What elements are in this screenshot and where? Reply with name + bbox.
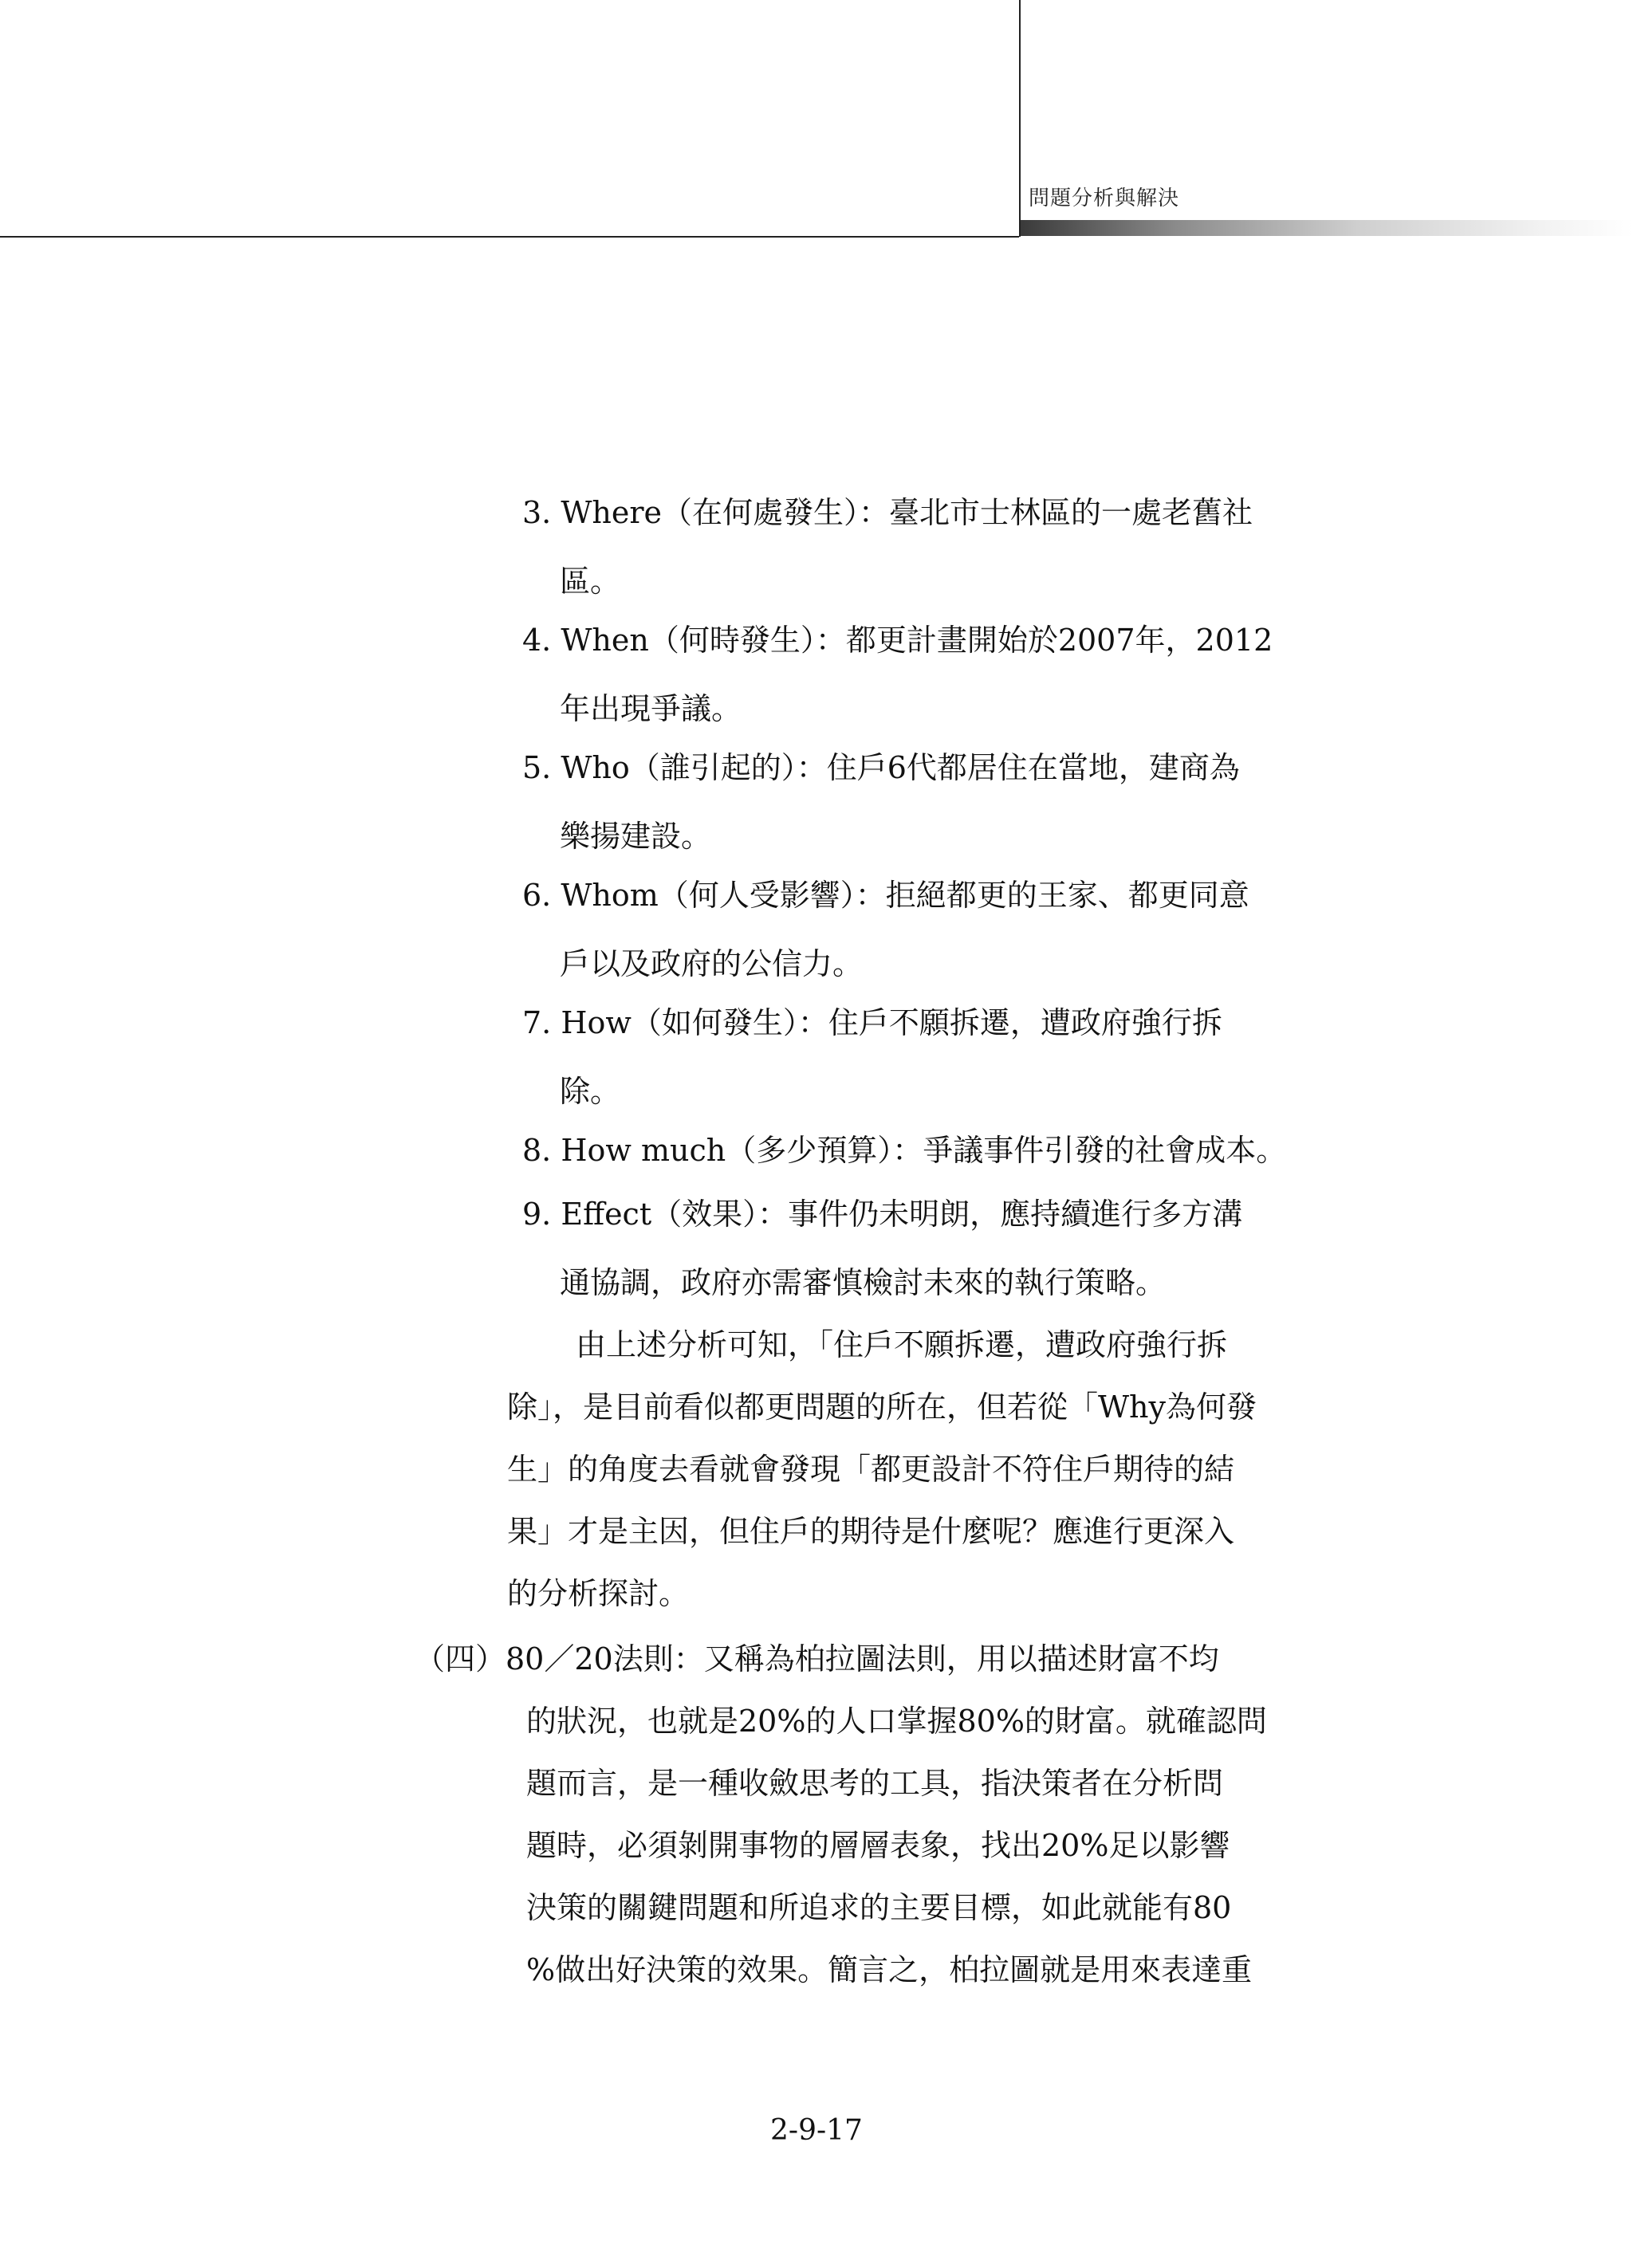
- list-item-when: 4. When（何時發生）：都更計畫開始於2007年，2012: [522, 623, 1273, 658]
- list-item-where: 3. Where（在何處發生）：臺北市士林區的一處老舊社: [522, 495, 1253, 530]
- paragraph-line: 的分析探討。: [507, 1576, 690, 1611]
- list-item-who: 5. Who（誰引起的）：住戶6代都居住在當地，建商為: [522, 750, 1240, 785]
- paragraph-line: 果」才是主因，但住戶的期待是什麼呢？應進行更深入: [507, 1514, 1235, 1549]
- list-item-where-cont: 區。: [560, 564, 621, 599]
- section-heading-80-20: （四）80／20法則：又稱為柏拉圖法則，用以描述財富不均: [415, 1641, 1219, 1676]
- section-paragraph-line: 題時，必須剝開事物的層層表象，找出20%足以影響: [526, 1828, 1230, 1863]
- paragraph-line: 除」，是目前看似都更問題的所在，但若從「Why為何發: [507, 1389, 1257, 1425]
- list-item-how-much: 8. How much（多少預算）：爭議事件引發的社會成本。: [522, 1133, 1287, 1168]
- page-number: 2-9-17: [770, 2114, 863, 2147]
- header-vertical-rule: [1019, 0, 1021, 237]
- list-item-who-cont: 樂揚建設。: [560, 819, 712, 854]
- running-header-title: 問題分析與解決: [1029, 187, 1180, 210]
- section-paragraph-line: 的狀況，也就是20%的人口掌握80%的財富。就確認問: [526, 1704, 1267, 1739]
- list-item-effect-cont: 通協調，政府亦需審慎檢討未來的執行策略。: [560, 1265, 1167, 1300]
- list-item-whom-cont: 戶以及政府的公信力。: [560, 946, 864, 981]
- header-rule-left: [0, 236, 1019, 238]
- section-paragraph-line: 題而言，是一種收斂思考的工具，指決策者在分析問: [526, 1766, 1224, 1801]
- section-paragraph-line: 決策的關鍵問題和所追求的主要目標，如此就能有80: [526, 1890, 1232, 1925]
- list-item-whom: 6. Whom（何人受影響）：拒絕都更的王家、都更同意: [522, 878, 1249, 913]
- list-item-how: 7. How（如何發生）：住戶不願拆遷，遭政府強行拆: [522, 1005, 1222, 1040]
- list-item-how-cont: 除。: [560, 1074, 621, 1109]
- list-item-effect: 9. Effect（效果）：事件仍未明朗，應持續進行多方溝: [522, 1197, 1243, 1232]
- list-item-when-cont: 年出現爭議。: [560, 691, 742, 726]
- paragraph-line: 生」的角度去看就會發現「都更設計不符住戶期待的結: [507, 1452, 1235, 1487]
- paragraph-line: 由上述分析可知，「住戶不願拆遷，遭政府強行拆: [576, 1327, 1228, 1362]
- header-gradient-bar: [1021, 220, 1633, 236]
- section-paragraph-line: %做出好決策的效果。簡言之，柏拉圖就是用來表達重: [526, 1952, 1253, 1987]
